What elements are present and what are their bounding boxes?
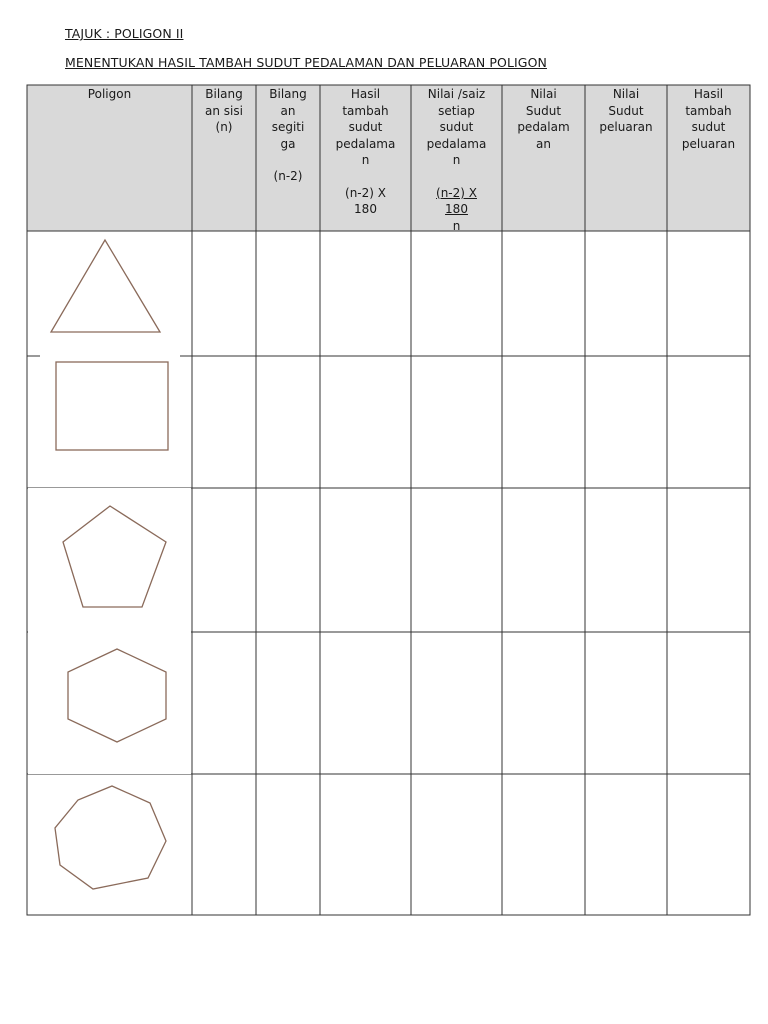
heptagon-icon xyxy=(55,786,166,889)
header-poligon: Poligon xyxy=(87,87,132,101)
header-bilangan-sisi: Bilang an sisi (n) xyxy=(205,87,243,134)
setiap-formula-line2: 180 xyxy=(445,202,468,216)
triangle-icon xyxy=(51,240,160,332)
setiap-formula-line1: (n-2) X xyxy=(436,185,477,200)
page-title: TAJUK : POLIGON II xyxy=(65,26,184,41)
header-hasil-pedalaman: Hasil tambah sudut pedalama n (n-2) X 180 xyxy=(320,86,411,218)
pedalaman-formula-line2: 180 xyxy=(354,202,377,216)
header-nilai-pedalaman: Nilai Sudut pedalam an xyxy=(517,87,570,151)
worksheet-subtitle: MENENTUKAN HASIL TAMBAH SUDUT PEDALAMAN DAN PELUARAN POLIGON xyxy=(65,55,547,70)
pedalaman-formula-line1: (n-2) X xyxy=(345,185,386,200)
header-hasil-peluaran: Hasil tambah sudut peluaran xyxy=(681,87,736,151)
header-bilangan-segitiga: Bilang an segiti ga (n-2) xyxy=(256,86,320,185)
setiap-formula-line3: n xyxy=(452,218,461,233)
header-nilai-setiap: Nilai /saiz setiap sudut pedalama n (n-2) X 180 n xyxy=(411,86,502,234)
segitiga-formula: (n-2) xyxy=(273,169,303,183)
header-nilai-peluaran: Nilai Sudut peluaran xyxy=(599,87,653,134)
